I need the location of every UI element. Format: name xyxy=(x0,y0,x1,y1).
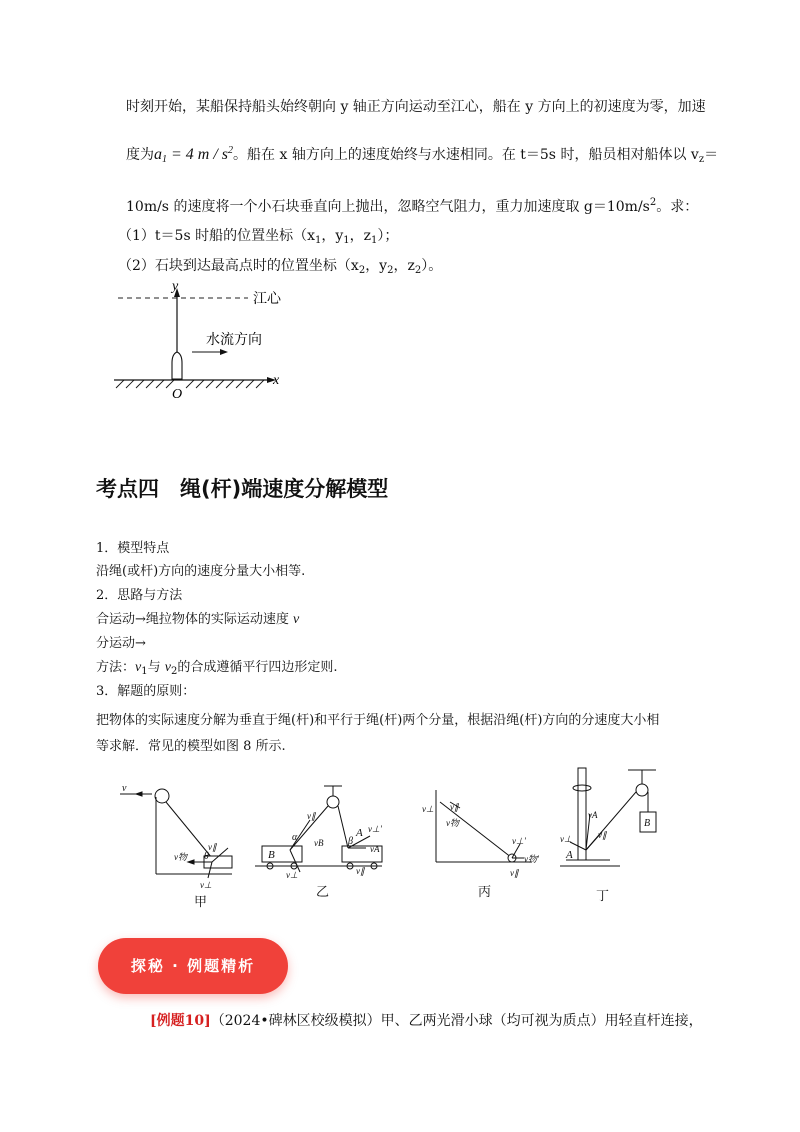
figure-label-jia: 甲 xyxy=(194,894,208,909)
svg-text:v⊥': v⊥' xyxy=(368,824,382,834)
svg-text:A: A xyxy=(566,849,573,861)
problem-line-3: 10m/s 的速度将一个小石块垂直向上抛出，忽略空气阻力，重力加速度取 $g=10m/s^2$。求： xyxy=(126,197,699,215)
river-center-label: 江心 xyxy=(253,292,281,307)
svg-text:B: B xyxy=(268,849,275,861)
example-text: （2024•碑林区校级模拟）甲、乙两光滑小球（均可视为质点）用轻直杆连接， xyxy=(210,1013,703,1029)
boat-icon xyxy=(172,352,182,379)
figure-yi xyxy=(255,786,383,899)
x-axis-label: x xyxy=(273,373,280,388)
origin-label: O xyxy=(172,387,183,402)
svg-text:v⊥: v⊥ xyxy=(286,870,298,880)
section-p4: 合运动→绳拉物体的实际运动速度 v xyxy=(96,612,300,627)
section-p3: 2．思路与方法 xyxy=(96,588,183,603)
svg-text:v⊥: v⊥ xyxy=(422,804,434,814)
svg-text:vA: vA xyxy=(370,844,380,854)
svg-text:vB: vB xyxy=(314,838,324,848)
model-figures xyxy=(120,762,690,912)
svg-text:A: A xyxy=(356,827,363,839)
problem-line-2: 度为$a_1 = 4$ m / $s^2$。船在 x 轴方向上的速度始终与水速相同。在 t＝5s 时，船员相对船体以 $v_z=$ xyxy=(126,145,719,165)
flow-arrow-head xyxy=(220,349,228,355)
svg-text:v∥: v∥ xyxy=(208,842,217,852)
y-axis-label: y xyxy=(172,280,179,294)
svg-text:v物': v物' xyxy=(524,854,539,864)
svg-text:B: B xyxy=(644,818,651,829)
figure-bing xyxy=(422,790,540,899)
svg-text:θ: θ xyxy=(204,851,209,862)
example-section-badge xyxy=(98,938,288,994)
svg-text:v物: v物 xyxy=(446,818,459,828)
formula-acceleration: $a_1 = 4$ m / $s^2$ xyxy=(154,145,234,165)
figure-jia xyxy=(120,783,232,909)
svg-text:v⊥: v⊥ xyxy=(560,834,572,844)
question-1: （1）t＝5s 时船的位置坐标（$x_1$，$y_1$，$z_1$）； xyxy=(118,228,399,246)
svg-text:v物: v物 xyxy=(174,852,187,862)
section-p8: 把物体的实际速度分解为垂直于绳(杆)和平行于绳(杆)两个分量，根据沿绳(杆)方向的分速度大小相 xyxy=(96,713,660,728)
figure-label-bing: 丙 xyxy=(478,884,492,899)
section-title: 考点四 绳(杆)端速度分解模型 xyxy=(96,477,389,501)
example-tag: [例题10] xyxy=(150,1013,211,1029)
svg-text:v∥: v∥ xyxy=(450,802,459,812)
figure-ding xyxy=(560,768,656,903)
example-line xyxy=(150,1011,703,1031)
svg-text:vA: vA xyxy=(588,810,598,820)
section-p1: 1．模型特点 xyxy=(96,541,170,556)
svg-text:v∥: v∥ xyxy=(510,868,519,878)
svg-text:v: v xyxy=(122,783,127,794)
svg-text:v∥: v∥ xyxy=(356,866,365,876)
section-p2: 沿绳(或杆)方向的速度分量大小相等. xyxy=(96,564,306,579)
svg-text:v∥: v∥ xyxy=(598,830,607,840)
section-p7: 3．解题的原则： xyxy=(96,684,196,699)
problem-line-1: 时刻开始，某船保持船头始终朝向 y 轴正方向运动至江心，船在 y 方向上的初速度为零，加速 xyxy=(126,99,706,115)
svg-text:α: α xyxy=(292,832,298,843)
svg-text:v⊥': v⊥' xyxy=(512,836,526,846)
river-figure xyxy=(100,280,300,405)
badge-label: 探秘 · 例题精析 xyxy=(130,957,256,975)
riverbank-hatching xyxy=(116,380,264,388)
figure-label-ding: 丁 xyxy=(596,888,610,903)
section-p5: 分运动→ xyxy=(96,636,146,651)
question-2: （2）石块到达最高点时的位置坐标（$x_2$，$y_2$，$z_2$）。 xyxy=(118,258,443,276)
svg-text:v⊥: v⊥ xyxy=(200,880,212,890)
flow-label: 水流方向 xyxy=(206,333,262,348)
figure-label-yi: 乙 xyxy=(316,884,330,899)
section-p6: 方法：$v_1$与 $v_2$的合成遵循平行四边形定则. xyxy=(96,660,338,677)
svg-text:v∥: v∥ xyxy=(307,811,316,821)
svg-text:β: β xyxy=(348,836,353,847)
section-p9: 等求解．常见的模型如图 8 所示. xyxy=(96,739,286,754)
